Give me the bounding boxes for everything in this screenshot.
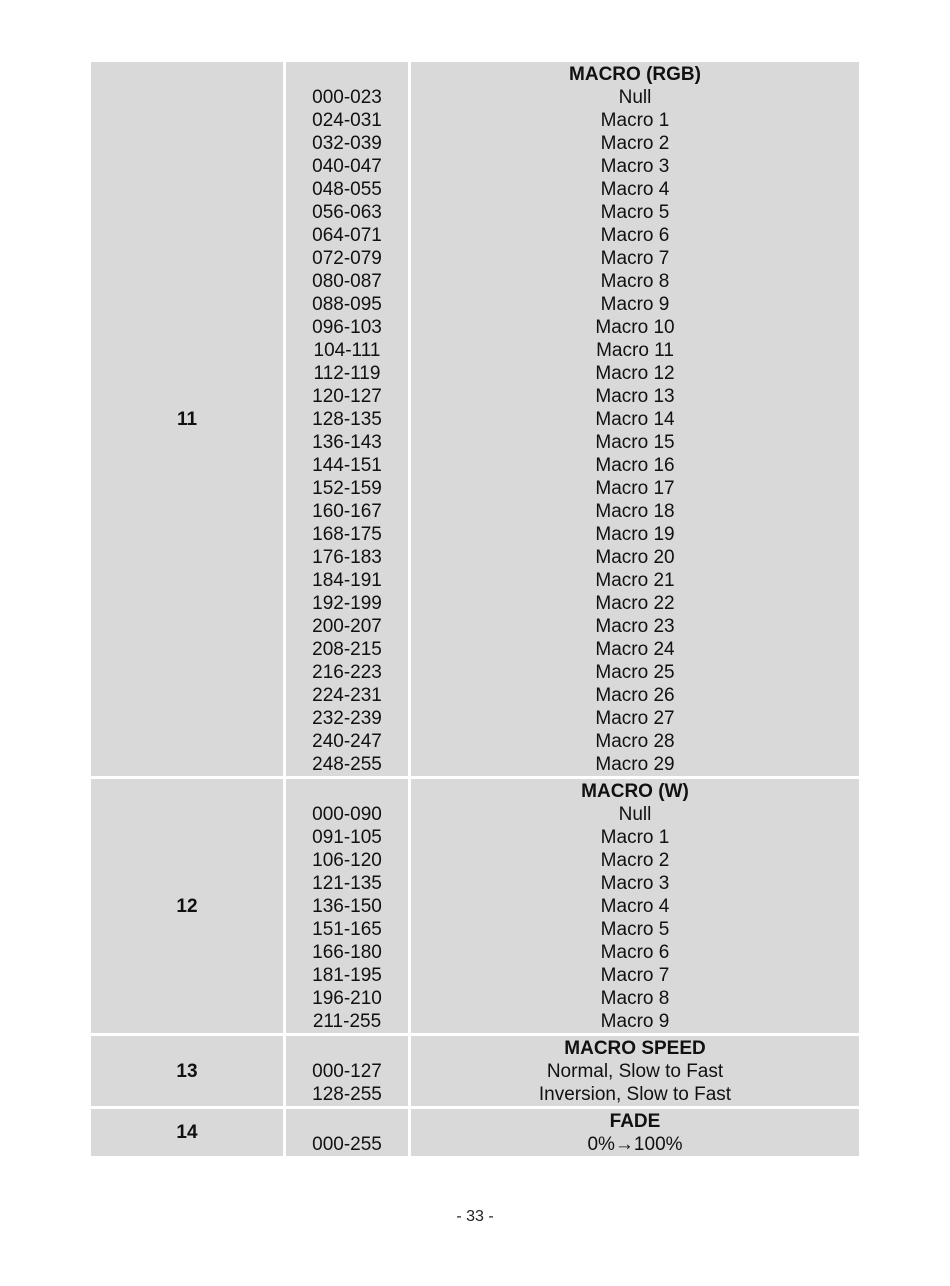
value-range: 208-215: [312, 639, 382, 660]
value-range: 120-127: [312, 386, 382, 407]
value-range: 072-079: [312, 248, 382, 269]
value-range: 200-207: [312, 616, 382, 637]
value-range-cell: [286, 1109, 408, 1156]
function-item: Macro 6: [600, 942, 670, 963]
dmx-channel-table: [88, 59, 862, 1159]
value-range: 184-191: [312, 570, 382, 591]
function-item: Macro 5: [600, 919, 670, 940]
value-range: 128-135: [312, 409, 382, 430]
function-item: Macro 7: [600, 965, 670, 986]
value-spacer: [286, 63, 408, 86]
function-item: Macro 4: [600, 179, 670, 200]
function-list: [411, 63, 859, 776]
value-range: 000-023: [312, 87, 382, 108]
channel-row: [91, 779, 859, 1033]
function-item: Macro 26: [595, 685, 675, 706]
value-range-list: [286, 1037, 408, 1106]
value-range: 048-055: [312, 179, 382, 200]
value-range: 196-210: [312, 988, 382, 1009]
value-range: 166-180: [312, 942, 382, 963]
value-spacer: [286, 780, 408, 803]
page-number: - 33 -: [456, 1208, 494, 1225]
function-item: Macro 20: [595, 547, 675, 568]
function-item: Macro 9: [600, 1011, 670, 1032]
function-item: Macro 2: [600, 133, 670, 154]
value-range: 136-150: [312, 896, 382, 917]
value-range: 176-183: [312, 547, 382, 568]
channel-number: 12: [91, 779, 283, 1033]
value-spacer: [286, 1037, 408, 1060]
value-range: 240-247: [312, 731, 382, 752]
function-title: FADE: [609, 1111, 661, 1132]
function-item: Inversion, Slow to Fast: [538, 1084, 732, 1105]
value-range: 112-119: [313, 363, 381, 384]
function-title: MACRO (W): [581, 781, 689, 802]
channel-row: [91, 1036, 859, 1106]
function-title: MACRO SPEED: [564, 1038, 706, 1059]
function-item: Macro 9: [600, 294, 670, 315]
function-item: Macro 6: [600, 225, 670, 246]
function-cell: [411, 779, 859, 1033]
value-range: 144-151: [312, 455, 382, 476]
function-item: Macro 25: [595, 662, 675, 683]
function-item: Macro 3: [600, 156, 670, 177]
channel-number: 14: [91, 1109, 283, 1156]
function-item: Macro 22: [595, 593, 675, 614]
function-list: [411, 1037, 859, 1106]
function-item: Macro 23: [595, 616, 675, 637]
function-item: Macro 1: [600, 110, 670, 131]
value-range: 000-090: [312, 804, 382, 825]
function-item: Macro 15: [595, 432, 675, 453]
function-item: Normal, Slow to Fast: [546, 1061, 724, 1082]
channel-number: 13: [91, 1036, 283, 1106]
value-range: 106-120: [312, 850, 382, 871]
value-range: 091-105: [312, 827, 382, 848]
value-range: 181-195: [312, 965, 382, 986]
function-item: Macro 28: [595, 731, 675, 752]
value-range: 151-165: [312, 919, 382, 940]
value-range: 160-167: [312, 501, 382, 522]
value-range: 211-255: [312, 1011, 382, 1032]
function-item: Macro 2: [600, 850, 670, 871]
value-range: 216-223: [312, 662, 382, 683]
function-item: Macro 7: [600, 248, 670, 269]
function-item: Macro 29: [595, 754, 675, 775]
value-range: 032-039: [312, 133, 382, 154]
value-range: 064-071: [312, 225, 382, 246]
function-item: Null: [618, 804, 652, 825]
function-item: Macro 8: [600, 988, 670, 1009]
value-range: 121-135: [312, 873, 382, 894]
function-item: Macro 14: [595, 409, 675, 430]
function-cell: [411, 1036, 859, 1106]
value-range: 224-231: [312, 685, 382, 706]
function-item: 0%→100%: [587, 1134, 683, 1155]
function-cell: [411, 62, 859, 776]
value-range: 088-095: [312, 294, 382, 315]
value-range-cell: [286, 62, 408, 776]
function-title: MACRO (RGB): [569, 64, 701, 85]
function-item: Null: [618, 87, 652, 108]
value-range: 080-087: [312, 271, 382, 292]
value-range: 232-239: [312, 708, 382, 729]
function-item: Macro 10: [595, 317, 675, 338]
value-range: 152-159: [312, 478, 382, 499]
value-spacer: [286, 1110, 408, 1133]
value-range: 192-199: [312, 593, 382, 614]
function-item: Macro 21: [595, 570, 675, 591]
function-item: Macro 3: [600, 873, 670, 894]
value-range-cell: [286, 779, 408, 1033]
function-item: Macro 1: [600, 827, 670, 848]
function-item: Macro 11: [596, 340, 674, 361]
channel-row: [91, 1109, 859, 1156]
function-list: [411, 780, 859, 1033]
channel-number: 11: [91, 62, 283, 776]
value-range: 000-127: [312, 1061, 382, 1082]
value-range-cell: [286, 1036, 408, 1106]
function-item: Macro 5: [600, 202, 670, 223]
value-range: 136-143: [312, 432, 382, 453]
value-range: 056-063: [312, 202, 382, 223]
value-range: 040-047: [312, 156, 382, 177]
value-range-list: [286, 780, 408, 1033]
function-item: Macro 12: [595, 363, 675, 384]
value-range: 096-103: [312, 317, 382, 338]
value-range: 024-031: [312, 110, 382, 131]
function-cell: [411, 1109, 859, 1156]
value-range: 000-255: [312, 1134, 382, 1155]
function-list: [411, 1110, 859, 1156]
function-item: Macro 24: [595, 639, 675, 660]
function-item: Macro 17: [595, 478, 675, 499]
function-item: Macro 8: [600, 271, 670, 292]
dmx-table-body: [91, 62, 859, 1156]
value-range-list: [286, 1110, 408, 1156]
value-range-list: [286, 63, 408, 776]
function-item: Macro 27: [595, 708, 675, 729]
channel-row: [91, 62, 859, 776]
function-item: Macro 19: [595, 524, 675, 545]
value-range: 104-111: [313, 340, 381, 361]
value-range: 128-255: [312, 1084, 382, 1105]
function-item: Macro 13: [595, 386, 675, 407]
function-item: Macro 4: [600, 896, 670, 917]
value-range: 168-175: [312, 524, 382, 545]
value-range: 248-255: [312, 754, 382, 775]
function-item: Macro 18: [595, 501, 675, 522]
function-item: Macro 16: [595, 455, 675, 476]
